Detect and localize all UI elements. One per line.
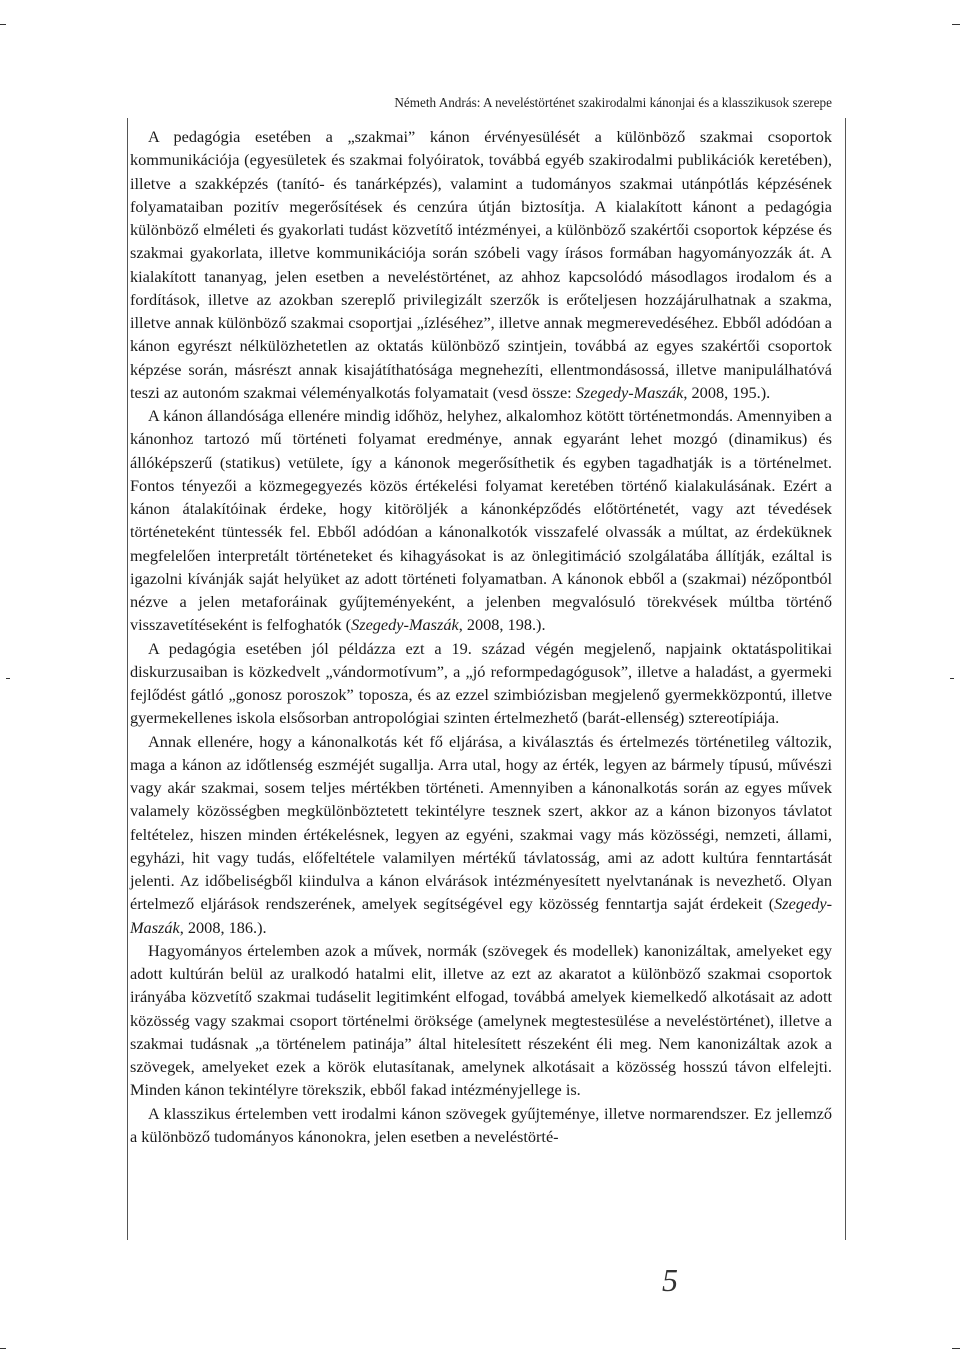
paragraph [130,730,832,939]
paragraph [130,125,832,404]
running-header: Németh András: A neveléstörténet szakirodalmi kánonjai és a klasszikusok szerepe [394,95,832,110]
crop-mark-top-right [952,24,960,25]
paragraph-text: , 2008, 198.). [458,615,546,635]
citation-author: Szegedy-Maszák [575,382,684,402]
paragraph-text: A klasszikus értelemben vett irodalmi kánon szövegek gyűjteménye, illetve normarendszer. Ez jellemző a különböző tudományos kánonokra, jelen esetben a neveléstörté- [130,1103,832,1146]
body-text [130,125,832,1148]
paragraph-text: Hagyományos értelemben azok a művek, normák (szövegek és modellek) kanonizáltak, amelyeket egy adott kultúrán belül az uralkodó hatalmi elit, illetve az ezt az akaratot a különböző szakmai csoportok irányába közvetítő szakmai tudáselit legitimként elfogad, továbbá amelyek kiemelkedő alkotásait az adott közösség vagy szakmai csoport történelmi öröksége (amelynek megtestesülése a neveléstörténet), illetve a szakmai tudásnak „a történelem patinája” által hitelesített részeként éli meg. Nem kanonizáltak azok a szövegek, amelyeket ezek a körök elutasítanak, amelynek alkotásait a közösség hosszú távon elfelejti. Minden kánon tekintélyre törekszik, ebből fakad intézményjellege is. [130,940,832,1100]
paragraph [130,939,832,1102]
paragraph [130,1102,832,1149]
crop-mark-mid-right [950,678,954,679]
crop-mark-bottom-left [0,1348,6,1349]
paragraph-text: A kánon állandósága ellenére mindig időhöz, helyhez, alkalomhoz kötött történetmondás. Amennyiben a kánonhoz tartozó mű történeti folyamat eredménye, annak egyaránt lehet mozgó (dinamikus) és állóképszerű (statikus) vetülete, így a kánonok megerősíthetik és egyben tagadhatják is a történelmet. Fontos tényezői a közmegegyezés közös értékelési folyamat keretében történő kialakulásának. Ezért a kánon átalakítóinak érdeke, hogy kitöröljék a kánonképződés előtörténetét, vagy azt tévedések történeteként tüntessék fel. Ebből adódóan a kánonalkotók visszafelé olvassák a múltat, az érdeküknek megfelelően interpretált történeteket és kihagyásokat is az önlegitimáció szolgálatába állítják, ezáltal is igazolni kívánják saját helyüket az adott történeti folyamatban. A kánonok ebből a (szakmai) nézőpontból nézve a jelen metaforáinak gyűjteményeként, a jelenben megvalósuló törekvések múltba történő visszavetítéseként is felfoghatók ( [130,406,832,635]
paragraph [130,637,832,730]
citation-author: Szegedy-Maszák [130,894,832,937]
page-number: 5 [662,1262,678,1298]
paragraph-text: A pedagógia esetében a „szakmai” kánon érvényesülését a különböző szakmai csoportok kommunikációja (egyesületek és szakmai folyóiratok, továbbá egyéb szakirodalmi publikációk keretében), illetve a szakképzés (tanító- és tanárképzés), valamint a tudományos szakmai utánpótlás képzésének folyamataiban pozitív megerősítések és cenzúra útján biztosítja. A kialakított kánont a pedagógia különböző elméleti és gyakorlati tudást közvetítő intézményei, a különböző szakértői csoportok képzése és szakmai gyakorlata, illetve kommunikációja során szóbeli vagy írásos formában hagyományozzák át. A kialakított tananyag, jelen esetben a neveléstörténet, az ahhoz kapcsolódó másodlagos irodalom és a fordítások, illetve az azokban szereplő privilegizált szerzők is erőteljesen hozzájárulhatnak a szakma, illetve annak különböző szakmai csoportjai „ízléséhez”, illetve annak megmerevedéséhez. Ebből adódóan a kánon egyrészt nélkülözhetetlen az oktatás különböző szintjein, továbbá az egyes szakértői csoportok képzése során, másrészt annak kisajátíthatósága megnehezíti, ellentmondásossá, illetve manipulálhatóvá teszi az autonóm szakmai véleményalkotás folyamatait (vesd össze: [130,127,832,402]
paragraph-text: Annak ellenére, hogy a kánonalkotás két fő eljárása, a kiválasztás és értelmezés történetileg változik, maga a kánon az időtlenség eszméjét sugallja. Arra utal, hogy az érték, legyen az bármely típusú, művészi vagy akár szakmai, sosem teljes mértékben történeti. Amennyiben a kánonalkotás során az egyes művek valamely közösségben megkülönböztetett tekintélyre tesznek szert, akkor az a kánon bizonyos távlatot feltételez, hiszen minden értékelésnek, legyen az egyéni, szakmai vagy más közösségi, nemzeti, állami, egyházi, hit vagy tudás, előfeltétele valamilyen mértékű távlatosság, ami az adott kultúra fenntartását jelenti. Az időbeliségből kiindulva a kánon elvárások intézményesített nyelvtanának is nevezhető. Olyan értelmező eljárások rendszerének, amelyek segítségével egy közösség fenntartja saját érdekeit ( [130,731,832,914]
citation-author: Szegedy-Maszák [351,615,459,635]
text-frame-right-rule [845,118,846,1240]
crop-mark-bottom-right [952,1348,960,1349]
paragraph [130,404,832,637]
paragraph-text: , 2008, 195.). [683,382,771,402]
crop-mark-top-left [0,24,6,25]
crop-mark-mid-left [6,678,10,679]
text-frame-left-rule [127,118,128,1240]
paragraph-text: , 2008, 186.). [179,917,267,937]
paragraph-text: A pedagógia esetében jól példázza ezt a 19. század végén megjelenő, napjaink oktatáspolitikai diskurzusaiban is közkedvelt „vándormotívum”, a „jó reformpedagógusok”, illetve a haladást, a gyermeki fejlődést gátló „gonosz poroszok” toposza, és az ezzel szimbiózisban megjelenő gyermekközpontú, illetve gyermekellenes iskola elsősorban antropológiai szinten értelmezhető (barát-ellenség) sztereotípiája. [130,638,832,728]
